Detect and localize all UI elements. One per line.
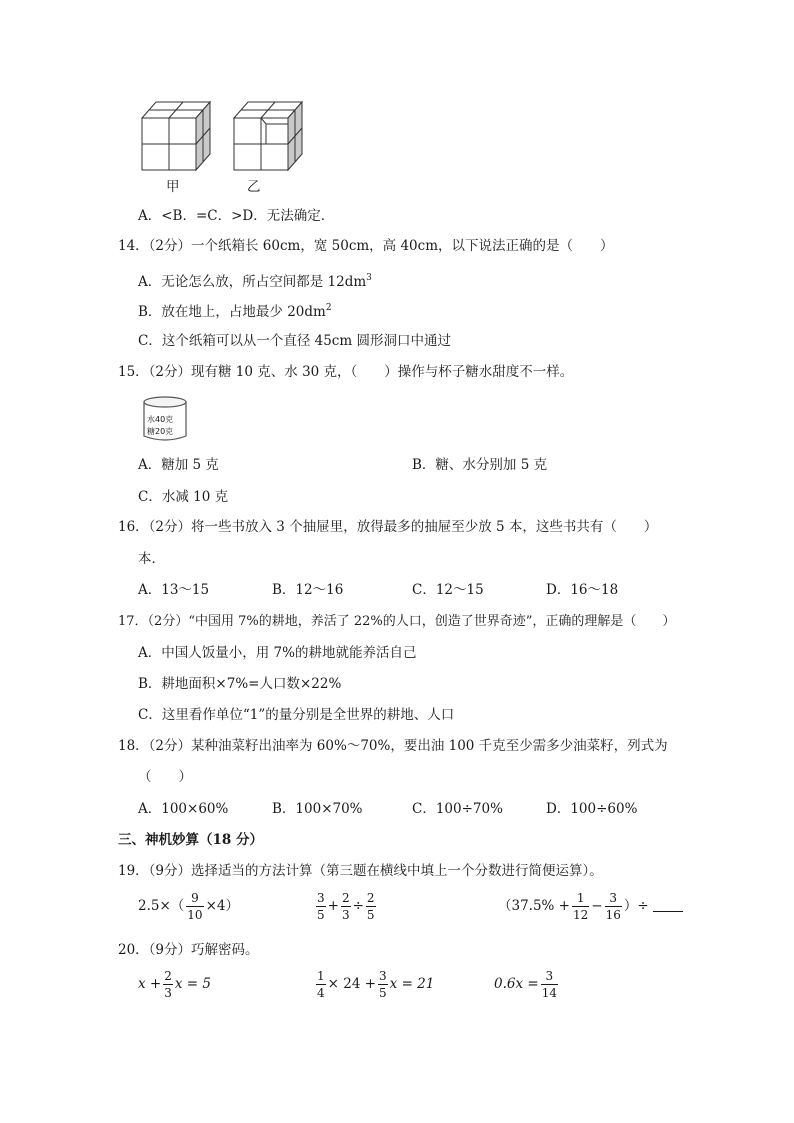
q14-option-a: A．无论怎么放，所占空间都是 $12dm^3$ <box>138 273 372 290</box>
section-heading: 三、神机妙算（18 分） <box>118 832 263 848</box>
q14-option-c: C．这个纸箱可以从一个直径 45cm 圆形洞口中通过 <box>138 333 451 349</box>
q20-equation-1: x + $\frac{2}{3}$ x = 5 <box>138 969 211 1000</box>
q19-expression-2: $\frac{3}{5}$ + $\frac{2}{3}$ ÷ $\frac{2}{5}$ <box>317 891 375 922</box>
q16-stem: 16．（2分）将一些书放入 3 个抽屉里，放得最多的抽屉至少放 5 本，这些书共有（ ） <box>118 519 658 535</box>
q18-option-c: C．100÷70% <box>412 801 503 817</box>
q13-options: A．<B．=C．>D．无法确定． <box>138 208 335 224</box>
q18-option-a: A．100×60% <box>138 801 229 817</box>
q14-stem: 14．（2分）一个纸箱长 60cm，宽 50cm，高 40cm，以下说法正确的是（ ） <box>118 238 614 254</box>
q17-option-c: C．这里看作单位“1”的量分别是全世界的耕地、人口 <box>138 707 455 723</box>
q17-option-b: B．耕地面积×7%=人口数×22% <box>138 676 342 692</box>
q16-option-a: A．13～15 <box>138 582 210 598</box>
figure-label-yi: 乙 <box>247 179 261 195</box>
q16-option-c: C．12～15 <box>412 582 484 598</box>
q20-equation-2: $\frac{1}{4}$ × 24 + $\frac{3}{5}$ x = 21 <box>317 969 435 1000</box>
q16-stem-continued: 本． <box>138 551 165 567</box>
q15-option-b: B．糖、水分别加 5 克 <box>412 457 548 473</box>
q17-stem: 17．（2分）“中国用 7%的耕地，养活了 22%的人口，创造了世界奇迹”，正确的理解是（ ） <box>118 614 676 629</box>
q19-expression-3: （37.5% + $\frac{1}{12}$ − $\frac{3}{16}$ ）÷ <box>498 892 683 921</box>
cube-figure-jia <box>140 100 214 176</box>
cup-label-sugar: 糖20克 <box>147 427 174 436</box>
q15-option-c: C．水减 10 克 <box>138 489 229 505</box>
q19-expression-1: 2.5×（ $\frac{9}{10}$ ×4） <box>138 891 239 922</box>
cube-figure-yi <box>232 100 306 176</box>
q18-stem-continued: （ ） <box>138 769 192 785</box>
q15-stem: 15．（2分）现有糖 10 克、水 30 克，（ ）操作与杯子糖水甜度不一样。 <box>118 364 574 380</box>
cup-label-water: 水40克 <box>147 415 174 424</box>
q14-option-b: B．放在地上，占地最少 $20dm^2$ <box>138 303 332 320</box>
figure-label-jia: 甲 <box>166 179 180 195</box>
q19-stem: 19．（9分）选择适当的方法计算（第三题在横线中填上一个分数进行简便运算）。 <box>118 863 603 879</box>
q20-equation-3: 0.6x = $\frac{3}{14}$ <box>494 969 557 1000</box>
q16-option-b: B．12～16 <box>272 582 344 598</box>
q15-option-a: A．糖加 5 克 <box>138 457 219 473</box>
answer-blank[interactable] <box>653 899 683 912</box>
q17-option-a: A．中国人饭量小，用 7%的耕地就能养活自己 <box>138 645 417 661</box>
q18-option-d: D．100÷60% <box>546 801 638 817</box>
q18-stem: 18．（2分）某种油菜籽出油率为 60%～70%，要出油 100 千克至少需多少油菜籽，列式为 <box>118 738 668 754</box>
q18-option-b: B．100×70% <box>272 801 363 817</box>
q20-stem: 20．（9分）巧解密码。 <box>118 942 259 958</box>
q16-option-d: D．16～18 <box>546 582 619 598</box>
